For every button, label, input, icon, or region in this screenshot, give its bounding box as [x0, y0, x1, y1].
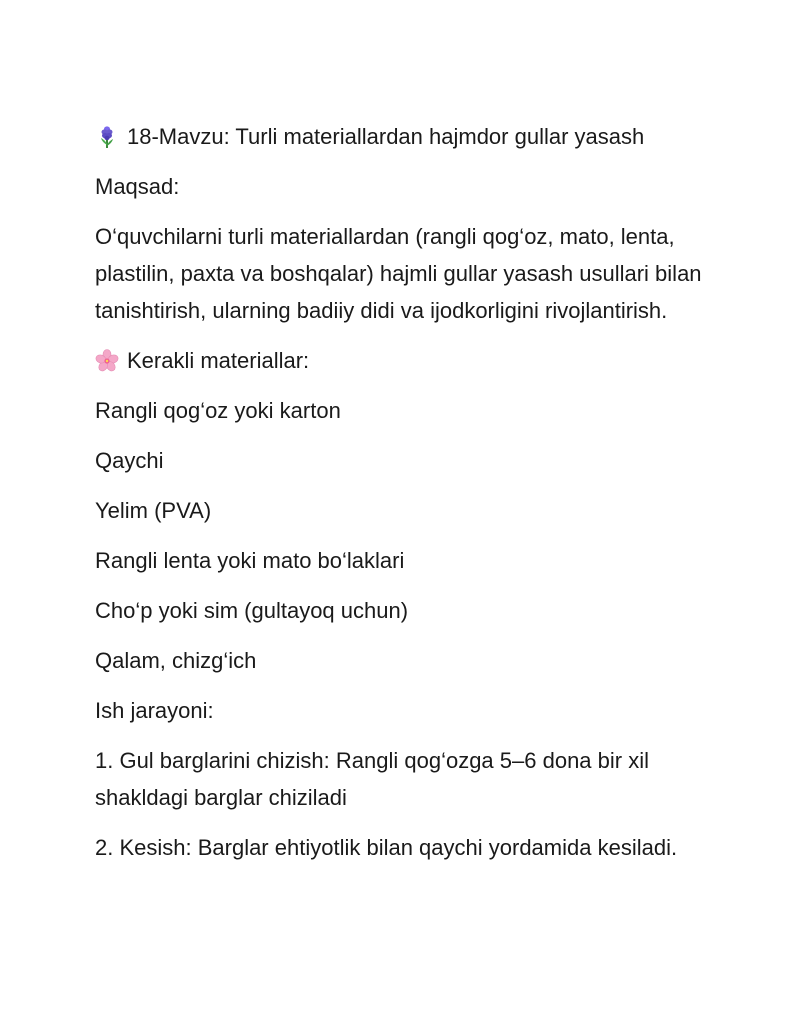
material-item: Cho‘p yoki sim (gultayoq uchun): [95, 598, 409, 623]
process-step: 2. Kesish: Barglar ehtiyotlik bilan qaychi yordamida kesiladi.: [95, 835, 678, 860]
goal-text: O‘quvchilarni turli materiallardan (rangli qog‘oz, mato, lenta, plastilin, paxta va boshqalar) hajmli gullar yasash usullari bilan tanishtirish, ularning badiiy didi va ijodkorligini rivojlantirish.: [95, 224, 702, 323]
material-item: Yelim (PVA): [95, 498, 212, 523]
document-title: [95, 118, 725, 155]
materials-label: Kerakli materiallar:: [127, 348, 310, 373]
hyacinth-icon: [95, 125, 119, 149]
document-page: [95, 118, 725, 879]
material-item: Qalam, chizg‘ich: [95, 648, 257, 673]
goal-label: Maqsad:: [95, 174, 180, 199]
material-item: Qaychi: [95, 448, 164, 473]
material-item: Rangli lenta yoki mato bo‘laklari: [95, 548, 405, 573]
process-label: Ish jarayoni:: [95, 698, 214, 723]
title-text: 18-Mavzu: Turli materiallardan hajmdor gullar yasash: [127, 124, 645, 149]
process-step: 1. Gul barglarini chizish: Rangli qog‘ozga 5–6 dona bir xil shakldagi barglar chiziladi: [95, 748, 649, 810]
materials-heading: [95, 342, 725, 379]
material-item: Rangli qog‘oz yoki karton: [95, 398, 341, 423]
cherry-blossom-icon: [95, 349, 119, 373]
